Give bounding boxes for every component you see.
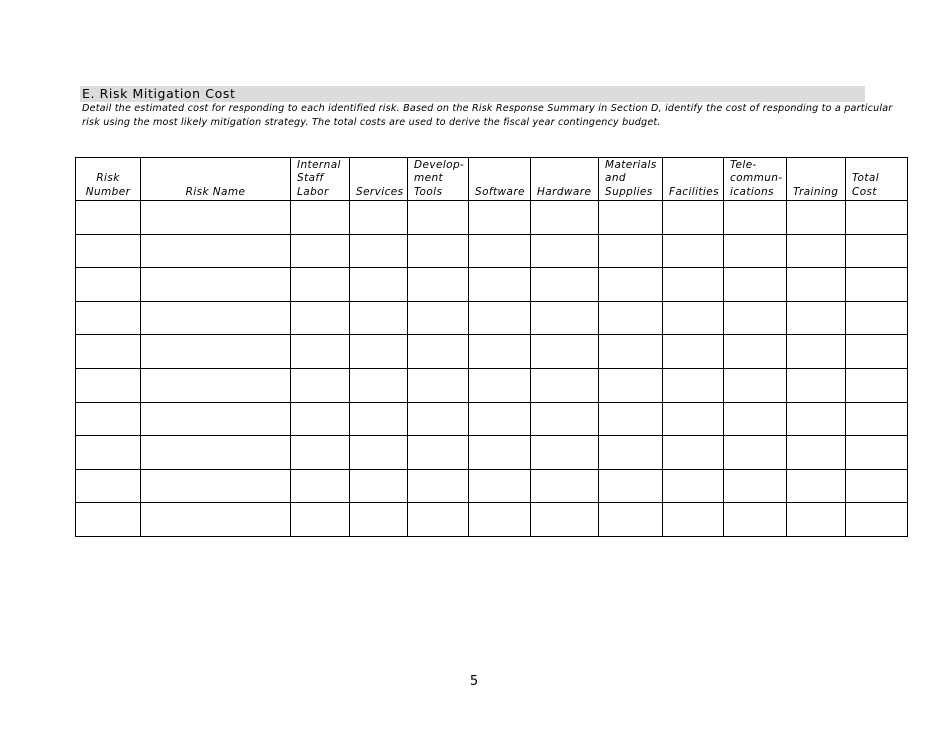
table-cell[interactable]	[663, 234, 724, 268]
table-cell[interactable]	[846, 301, 908, 335]
table-cell[interactable]	[846, 201, 908, 235]
column-header-line: Risk	[96, 172, 120, 184]
column-header-line: ment	[414, 172, 444, 184]
table-cell[interactable]	[350, 402, 408, 436]
table-cell[interactable]	[408, 368, 469, 402]
column-header	[291, 158, 350, 201]
table-cell[interactable]	[408, 201, 469, 235]
column-header-line: Software	[475, 185, 525, 198]
table-cell[interactable]	[141, 335, 291, 369]
table-cell[interactable]	[408, 436, 469, 470]
table-cell[interactable]	[408, 301, 469, 335]
column-header-line: Supplies	[605, 185, 653, 198]
table-cell[interactable]	[350, 469, 408, 503]
column-header	[599, 158, 663, 201]
table-cell[interactable]	[291, 402, 350, 436]
table-cell[interactable]	[141, 268, 291, 302]
table-cell[interactable]	[469, 268, 531, 302]
table-row	[76, 503, 908, 537]
table-cell[interactable]	[599, 201, 663, 235]
table-cell[interactable]	[787, 301, 846, 335]
table-row	[76, 234, 908, 268]
table-cell[interactable]	[408, 234, 469, 268]
column-header-line: Internal	[297, 158, 341, 171]
table-cell[interactable]	[76, 335, 141, 369]
table-cell[interactable]	[291, 335, 350, 369]
table-cell[interactable]	[663, 436, 724, 470]
table-cell[interactable]	[76, 234, 141, 268]
table-cell[interactable]	[787, 201, 846, 235]
table-cell[interactable]	[141, 402, 291, 436]
table-cell[interactable]	[291, 201, 350, 235]
table-cell[interactable]	[350, 436, 408, 470]
column-header-line: Labor	[297, 185, 329, 198]
table-cell[interactable]	[350, 301, 408, 335]
table-cell[interactable]	[408, 469, 469, 503]
table-row	[76, 469, 908, 503]
table-cell[interactable]	[846, 402, 908, 436]
table-cell[interactable]	[599, 335, 663, 369]
table-cell[interactable]	[599, 368, 663, 402]
column-header	[787, 158, 846, 201]
table-cell[interactable]	[469, 503, 531, 537]
table-cell[interactable]	[291, 268, 350, 302]
table-cell[interactable]	[787, 268, 846, 302]
table-cell[interactable]	[350, 268, 408, 302]
page-number: 5	[469, 674, 479, 689]
table-cell[interactable]	[724, 469, 787, 503]
table-cell[interactable]	[76, 436, 141, 470]
column-header	[469, 158, 531, 201]
table-cell[interactable]	[663, 335, 724, 369]
table-cell[interactable]	[531, 503, 599, 537]
column-header-line: commun-	[730, 172, 783, 184]
table-cell[interactable]	[291, 436, 350, 470]
column-header-line: Materials	[605, 158, 657, 171]
column-header	[846, 158, 908, 201]
table-cell[interactable]	[724, 368, 787, 402]
column-header-line: Staff	[297, 172, 324, 184]
table-row	[76, 301, 908, 335]
column-header	[531, 158, 599, 201]
table-cell[interactable]	[724, 436, 787, 470]
table-cell[interactable]	[599, 402, 663, 436]
column-header-line: Total	[852, 172, 880, 184]
risk-mitigation-cost-table	[75, 157, 908, 537]
column-header-line: Cost	[852, 185, 877, 198]
table-cell[interactable]	[531, 402, 599, 436]
section-description-line-1: Detail the estimated cost for responding to each identified risk. Based on the Risk Response Summary in Section D, identify the cost of responding to a particular	[82, 103, 893, 114]
table-cell[interactable]	[531, 301, 599, 335]
table-cell[interactable]	[787, 234, 846, 268]
table-row	[76, 201, 908, 235]
column-header-line: Tele-	[730, 158, 757, 171]
table-cell[interactable]	[350, 368, 408, 402]
column-header-line: Training	[793, 185, 839, 198]
table-cell[interactable]	[531, 335, 599, 369]
table-cell[interactable]	[141, 368, 291, 402]
table-cell[interactable]	[531, 201, 599, 235]
column-header	[663, 158, 724, 201]
table-cell[interactable]	[291, 503, 350, 537]
table-cell[interactable]	[846, 234, 908, 268]
table-cell[interactable]	[76, 503, 141, 537]
table-cell[interactable]	[141, 201, 291, 235]
table-cell[interactable]	[599, 234, 663, 268]
table-cell[interactable]	[76, 201, 141, 235]
section-heading: E. Risk Mitigation Cost	[80, 86, 865, 102]
table-cell[interactable]	[724, 335, 787, 369]
table-cell[interactable]	[76, 268, 141, 302]
table-cell[interactable]	[469, 469, 531, 503]
table-cell[interactable]	[469, 234, 531, 268]
table-cell[interactable]	[663, 368, 724, 402]
table-cell[interactable]	[469, 301, 531, 335]
column-header	[141, 158, 291, 201]
table-cell[interactable]	[531, 469, 599, 503]
table-cell[interactable]	[291, 234, 350, 268]
table-cell[interactable]	[531, 436, 599, 470]
table-cell[interactable]	[291, 301, 350, 335]
table-cell[interactable]	[76, 469, 141, 503]
table-cell[interactable]	[599, 436, 663, 470]
column-header	[350, 158, 408, 201]
table-cell[interactable]	[599, 503, 663, 537]
table-cell[interactable]	[846, 436, 908, 470]
table-cell[interactable]	[787, 469, 846, 503]
table-cell[interactable]	[141, 301, 291, 335]
column-header-line: Number	[85, 185, 131, 198]
column-header	[76, 158, 141, 201]
table-cell[interactable]	[141, 469, 291, 503]
table-cell[interactable]	[350, 201, 408, 235]
table-cell[interactable]	[141, 503, 291, 537]
table-header-row	[76, 158, 908, 201]
column-header-line: Hardware	[537, 185, 592, 198]
table-cell[interactable]	[469, 201, 531, 235]
table-cell[interactable]	[531, 368, 599, 402]
table-cell[interactable]	[787, 436, 846, 470]
table-cell[interactable]	[787, 402, 846, 436]
table-cell[interactable]	[787, 335, 846, 369]
column-header-line: Facilities	[669, 185, 719, 198]
table-cell[interactable]	[350, 234, 408, 268]
table-row	[76, 368, 908, 402]
section-description	[82, 102, 893, 130]
table-cell[interactable]	[408, 503, 469, 537]
table-cell[interactable]	[724, 503, 787, 537]
table-cell[interactable]	[408, 335, 469, 369]
table-cell[interactable]	[408, 268, 469, 302]
table-cell[interactable]	[724, 268, 787, 302]
table-cell[interactable]	[291, 368, 350, 402]
table-cell[interactable]	[76, 301, 141, 335]
table-body	[76, 201, 908, 537]
column-header-line: Risk Name	[185, 185, 246, 198]
table-cell[interactable]	[663, 402, 724, 436]
table-cell[interactable]	[724, 234, 787, 268]
table-cell[interactable]	[663, 469, 724, 503]
table-row	[76, 402, 908, 436]
table-cell[interactable]	[846, 503, 908, 537]
table-cell[interactable]	[141, 436, 291, 470]
table-cell[interactable]	[846, 368, 908, 402]
table-cell[interactable]	[76, 368, 141, 402]
table-cell[interactable]	[141, 234, 291, 268]
table-cell[interactable]	[846, 335, 908, 369]
table-cell[interactable]	[408, 402, 469, 436]
table-cell[interactable]	[599, 268, 663, 302]
table-cell[interactable]	[663, 503, 724, 537]
column-header-line: and	[605, 172, 626, 184]
table-cell[interactable]	[846, 268, 908, 302]
table-row	[76, 436, 908, 470]
column-header-line: ications	[730, 185, 774, 198]
table-cell[interactable]	[787, 503, 846, 537]
table-cell[interactable]	[469, 402, 531, 436]
table-cell[interactable]	[350, 503, 408, 537]
section-description-line-2: risk using the most likely mitigation strategy. The total costs are used to derive the fiscal year contingency budget.	[82, 117, 661, 128]
table-cell[interactable]	[724, 201, 787, 235]
table-cell[interactable]	[599, 301, 663, 335]
table-cell[interactable]	[724, 301, 787, 335]
column-header-line: Develop-	[414, 158, 465, 171]
column-header	[724, 158, 787, 201]
table-cell[interactable]	[291, 469, 350, 503]
column-header-line: Services	[356, 185, 404, 198]
table-cell[interactable]	[469, 335, 531, 369]
table-cell[interactable]	[531, 268, 599, 302]
table-cell[interactable]	[531, 234, 599, 268]
table-cell[interactable]	[846, 469, 908, 503]
table-row	[76, 268, 908, 302]
table-cell[interactable]	[599, 469, 663, 503]
table-cell[interactable]	[663, 268, 724, 302]
table-cell[interactable]	[76, 402, 141, 436]
table-cell[interactable]	[787, 368, 846, 402]
table-cell[interactable]	[350, 335, 408, 369]
column-header-line: Tools	[414, 185, 443, 198]
table-cell[interactable]	[469, 368, 531, 402]
column-header	[408, 158, 469, 201]
table-row	[76, 335, 908, 369]
table-cell[interactable]	[724, 402, 787, 436]
table-cell[interactable]	[663, 301, 724, 335]
table-cell[interactable]	[469, 436, 531, 470]
table-cell[interactable]	[663, 201, 724, 235]
